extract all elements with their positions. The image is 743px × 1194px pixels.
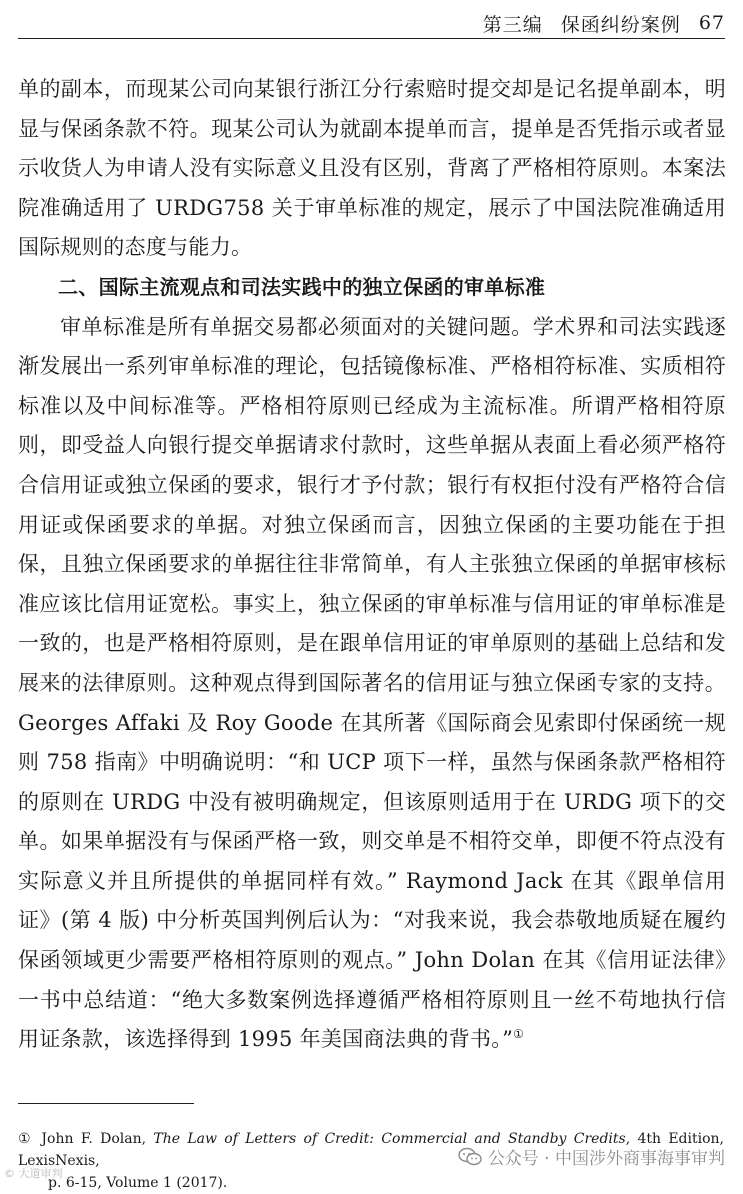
footnote-author: John F. Dolan, [41,1131,147,1147]
footnote-line-2: p. 6-15, Volume 1 (2017). [48,1175,228,1191]
page-number: 67 [698,12,725,34]
footnote-title: The Law of Letters of Credit: Commercial and Standby Credits [153,1131,626,1147]
wechat-icon [458,1147,482,1167]
running-header [18,8,725,39]
watermark [458,1144,725,1169]
paragraph-1: 单的副本，而现某公司向某银行浙江分行索赔时提交却是记名提单副本，明显与保函条款不符。现某公司认为就副本提单而言，提单是否凭指示或者显示收货人为申请人没有实际意义且没有区别，背离了严格相符原则。本案法院准确适用了 URDG758 关于审单标准的规定，展示了中国法院准确适用国际规则的态度与能力。 [18,77,726,260]
paragraph-2-text: 审单标准是所有单据交易都必须面对的关键问题。学术界和司法实践逐渐发展出一系列审单标准的理论，包括镜像标准、严格相符标准、实质相符标准以及中间标准等。严格相符原则已经成为主流标准。所谓严格相符原则，即受益人向银行提交单据请求付款时，这些单据从表面上看必须严格符合信用证或独立保函的要求，银行才予付款；银行有权拒付没有严格符合信用证或保函要求的单据。对独立保函而言，因独立保函的主要功能在于担保，且独立保函要求的单据往往非常简单，有人主张独立保函的单据审核标准应该比信用证宽松。事实上，独立保函的审单标准与信用证的审单标准是一致的，也是严格相符原则，是在跟单信用证的审单原则的基础上总结和发展来的法律原则。这种观点得到国际著名的信用证与独立保函专家的支持。Georges Affaki 及 Roy Goode 在其所著《国际商会见索即付保函统一规则 758 指南》中明确说明：“和 UCP 项下一样，虽然与保函条款严格相符的原则在 URDG 中没有被明确规定，但该原则适用于在 URDG 项下的交单。如果单据没有与保函严格一致，则交单是不相符交单，即便不符点没有实际意义并且所提供的单据同样有效。” Raymond Jack 在其《跟单信用证》(第 4 版) 中分析英国判例后认为：“对我来说，我会恭敬地质疑在履约保函领域更少需要严格相符原则的观点。” John Dolan 在其《信用证法律》一书中总结道：“绝大多数案例选择遵循严格相符原则且一丝不苟地执行信用证条款，该选择得到 1995 年美国商法典的背书。” [18,314,726,1052]
header-part: 第三编 [482,13,543,36]
header-chapter: 保函纠纷案例 [560,13,681,36]
paragraph-2 [18,308,726,1060]
footnote-rest: , 4th Edition, LexisNexis, [18,1131,724,1169]
body-text [18,70,726,1060]
section-heading: 二、国际主流观点和司法实践中的独立保函的审单标准 [58,274,546,299]
footnote-mark: ① [18,1131,34,1147]
watermark-text: 公众号 · 中国涉外商事海事审判 [487,1149,725,1169]
corner-watermark: © 大道审判 [4,1167,63,1180]
footnote-reference[interactable]: ① [513,1027,525,1042]
footnote-divider [18,1103,194,1104]
